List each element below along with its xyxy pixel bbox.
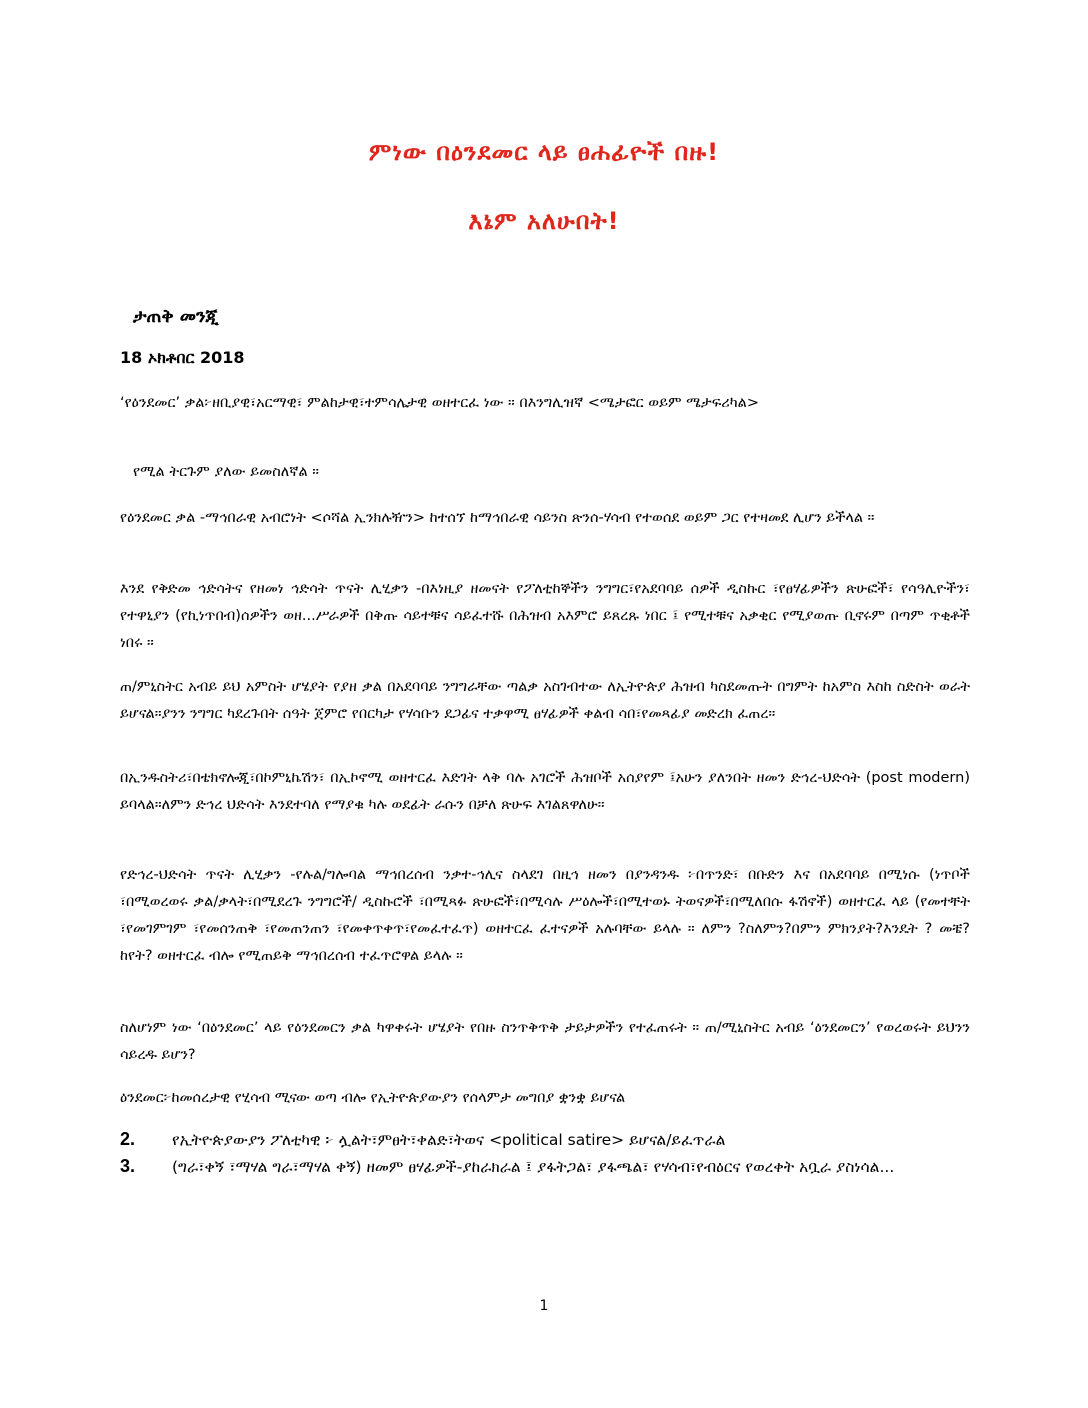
paragraph-2: የሚል ትርጉም ያለው ይመስለኛል ። [133, 464, 320, 480]
list-number: 2. [120, 1129, 136, 1149]
paragraph-5: ጠ/ምኒስትር አብይ ይህ አምስት ሆሄያት የያዘ ቃል በአደባባይ ንግግራቸው ጣልቃ አስገብተው ለኢትዮጵያ ሕዝብ ካስደመጡት በግምት ከአምስ እስከ ስድስት ወራት ይሆናል።ያንን ንግግር ካደረጉበት ሰዓት ጀምሮ የበርካታ የሃሳቡን ደጋፊና ተቃዋሚ ፀሃፊዎች ቀልብ ሳበ፣የመጻፊያ መድረክ ፈጠረ። [120, 679, 970, 722]
document-title-line-1: ምነው በዕንደመር ላይ ፀሐፊዮች በዙ! [368, 138, 720, 166]
author-name: ታጠቅ መንጂ [133, 306, 219, 327]
paragraph-1: ‘የዕንደመር’ ቃል፦ዘቢያዊ፣አርማዊ፣ ምልከታዊ፣ተምሳሌታዊ ወዘተርፈ ነው ። በእንግሊዝኛ <ሜታፎር ወይም ሜታፍሪካል> [120, 395, 760, 411]
page-number: 1 [539, 1298, 549, 1314]
paragraph-8: ስለሆነም ነው ‘በዕንደመር’ ላይ የዕንደመርን ቃል ካዋቀሩት ሆሄያት የበዙ ስንጥቅጥቅ ታይታዎችን የተፈጠሩት ። ጠ/ሚኒስትር አብይ ‘ዕንደመርን’ የወረወሩት ይህንን ሳይረዱ ይሆን? [120, 1020, 970, 1063]
list-item-2 [120, 1126, 970, 1154]
document-title-line-2: እኔም አለሁበት! [468, 207, 620, 235]
paragraph-7: የድኅረ-ህድሳት ጥናት ሊሂቃን -የሉል/ግሎባል ማኅበረሰብ ንቃተ-ኅሊና ስላደገ በዚኅ ዘመን በያንዳንዱ ፦በጥንድ፣ በቡድን እና በአደባባይ በሚነሱ (ነጥቦች ፣በሚወረወሩ ቃል/ቃላት፣በሚደረጉ ንግግሮች/ ዲስኩሮች ፣በሚጻፉ ጽሁፎች፣በሚሳሉ ሥዕሎች፣በሚተወኑ ትወናዎች፣በሚለበሱ ፋሽኖች) ወዘተርፈ ላይ (የመተቸት ፣የመገምገም ፣የመሰንጠቅ ፣የመጠንጠን ፣የመቀጥቀጥ፣የመፈተፈጥ) ወዘተርፈ ፈተናዎች አሉባቸው ይላሉ ። ለምን ?ስለምን?በምን ምክንያት?እንዴት ? መቼ? ከየት? ወዘተርፈ ብሎ የሚጠይቅ ማኅበረሰብ ተፈጥሮዋል ይላሉ ። [120, 867, 970, 964]
list-text: (ግራ፣ቀኝ ፣ማሃል ግራ፣ማሃል ቀኝ) ዘመም ፀሃፊዎች-ያከራክራል ፤ ያፋትጋል፣ ያፋጫል፣ የሃሳብ፣የብዕርና የወረቀት አቧራ ያስነሳል... [172, 1158, 895, 1176]
paragraph-9: ዕንደመር፦ከመሰረታዊ የሂሳብ ሚናው ወጣ ብሎ የኢትዮጵያውያን የሰላምታ መግበያ ቋንቋ ይሆናል [120, 1090, 626, 1106]
paragraph-4: እንደ የቅድመ ኅድሳትና የዘመነ ኅድሳት ጥናት ሊሂቃን -በእነዚያ ዘመናት የፖለቲከኞችን ንግግር፣የአደባባይ ሰዎች ዲስኩር ፣የፀሃፊዎችን ጽሁፎች፣ የሳዓሊዮችን፣ የተዋኒያን (የኪነጥበብ)ሰዎችን ወዘ...ሥራዎች በቅጡ ሳይተቹና ሳይፈተሹ በሕዝብ አእምሮ ይጸረጹ ነበር ፤ የሚተቹና አቃቂር የሚያወጡ ቢኖሩም በጣም ጥቂቶች ነበሩ ። [120, 581, 970, 651]
publish-date: 18 ኦክቶበር 2018 [120, 348, 245, 367]
list-item-3 [120, 1153, 970, 1181]
list-number: 3. [120, 1156, 136, 1176]
paragraph-3: የዕንደመር ቃል -ማኅበራዊ አብሮነት <ሶሻል ኢንክሉዥን> ከተሰኘ ከማኅበራዊ ሳይንስ ጽንሰ-ሃሳብ የተወሰደ ወይም ጋር የተዛመደ ሊሆን ይችላል ። [120, 510, 875, 526]
list-text: የኢትዮጵያውያን ፖለቲካዊ ፦ ሏልት፣ምፀት፣ቀልድ፣ትወና <political satire> ይሆናል/ይፈጥራል [172, 1131, 726, 1149]
paragraph-6: በኢንዱስትሪ፣በቴክኖሎጂ፣በኮምኒኬሽን፣ በኢኮኖሚ ወዘተርፈ እድገት ላቅ ባሉ አገሮች ሕዝቦች አሰያየም ፤አሁን ያለንበት ዘመን ድኅረ-ህድሳት (post modern) ይባላል።ለምን ድኅረ ህድሳት እንደተባለ የማያቁ ካሉ ወደፊት ራሱን በቻለ ጽሁፍ እገልጸዋለሁ። [120, 770, 970, 813]
